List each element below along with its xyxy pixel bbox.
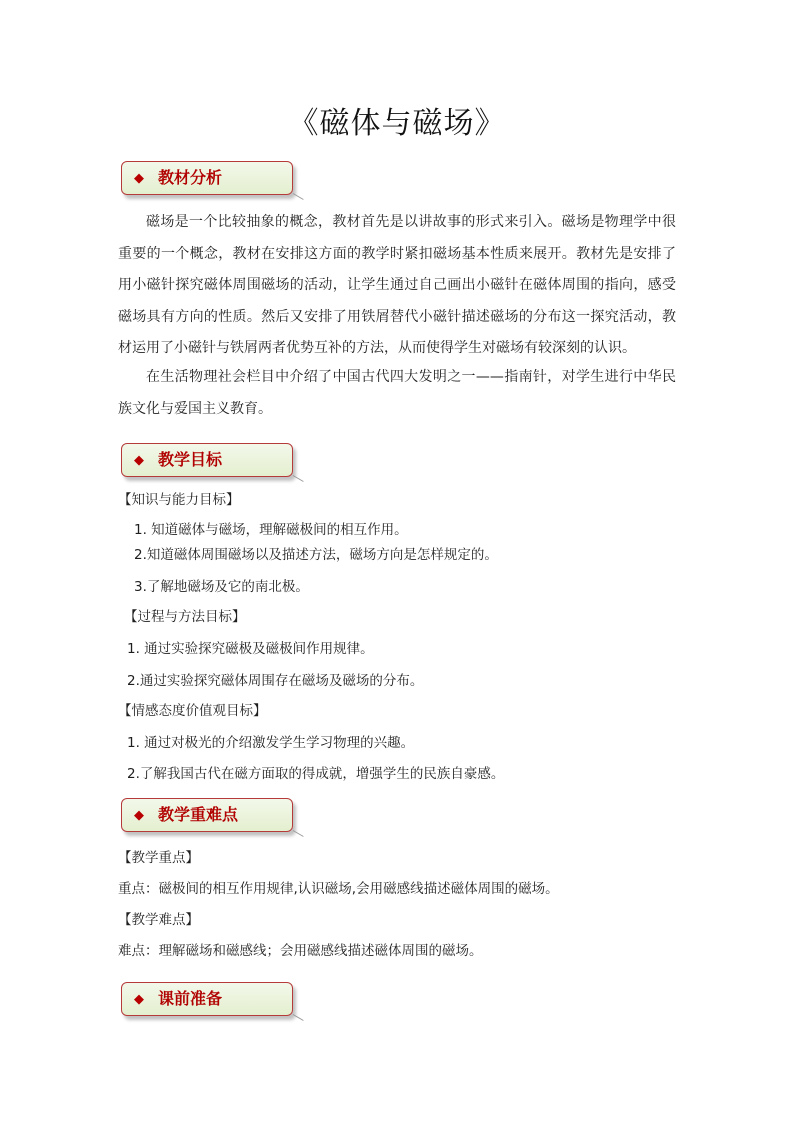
- analysis-paragraph-2: 在生活物理社会栏目中介绍了中国古代四大发明之一——指南针，对学生进行中华民族文化与爱国主义教育。: [118, 369, 676, 417]
- diamond-bullet-icon: ◆: [134, 992, 144, 1007]
- diamond-bullet-icon: ◆: [134, 453, 144, 468]
- process-goal-item: 1. 通过实验探究磁极及磁极间作用规律。: [127, 641, 374, 657]
- knowledge-goal-item: 2.知道磁体周围磁场以及描述方法，磁场方向是怎样规定的。: [134, 547, 498, 563]
- diamond-bullet-icon: ◆: [134, 808, 144, 823]
- section-callout-line: [293, 193, 304, 200]
- section-header-analysis: [121, 161, 293, 195]
- section-header-key: [121, 798, 293, 832]
- section-label: 教材分析: [158, 168, 223, 187]
- emotion-goals-heading: 【情感态度价值观目标】: [118, 703, 267, 719]
- section-header-prep: [121, 982, 293, 1016]
- focus-text: 重点：磁极间的相互作用规律,认识磁场,会用磁感线描述磁体周围的磁场。: [118, 881, 559, 897]
- section-callout-line: [293, 1014, 304, 1021]
- document-title: 《磁体与磁场》: [288, 106, 506, 141]
- section-label: 课前准备: [158, 989, 223, 1008]
- knowledge-goal-item: 1. 知道磁体与磁场，理解磁极间的相互作用。: [134, 522, 408, 538]
- focus-heading: 【教学重点】: [118, 850, 199, 866]
- analysis-paragraph-1: 磁场是一个比较抽象的概念，教材首先是以讲故事的形式来引入。磁场是物理学中很重要的一个概念，教材在安排这方面的教学时紧扣磁场基本性质来展开。教材先是安排了用小磁针探究磁体周围磁场的活动，让学生通过自己画出小磁针在磁体周围的指向，感受磁场具有方向的性质。然后又安排了用铁屑替代小磁针描述磁场的分布这一探究活动，教材运用了小磁针与铁屑两者优势互补的方法，从而使得学生对磁场有较深刻的认识。: [118, 214, 676, 357]
- knowledge-goal-item: 3.了解地磁场及它的南北极。: [134, 579, 309, 595]
- diamond-bullet-icon: ◆: [134, 171, 144, 186]
- difficulty-text: 难点：理解磁场和磁感线；会用磁感线描述磁体周围的磁场。: [118, 943, 483, 959]
- process-goals-heading: 【过程与方法目标】: [124, 609, 246, 625]
- process-goal-item: 2.通过实验探究磁体周围存在磁场及磁场的分布。: [127, 673, 424, 689]
- difficulty-heading: 【教学难点】: [118, 912, 199, 928]
- section-callout-line: [293, 830, 304, 837]
- section-header-goals: [121, 443, 293, 477]
- emotion-goal-item: 2.了解我国古代在磁方面取的得成就，增强学生的民族自豪感。: [127, 766, 505, 782]
- section-callout-line: [293, 475, 304, 482]
- emotion-goal-item: 1. 通过对极光的介绍激发学生学习物理的兴趣。: [127, 735, 415, 751]
- knowledge-goals-heading: 【知识与能力目标】: [118, 492, 240, 508]
- section-label: 教学目标: [158, 450, 223, 469]
- section-label: 教学重难点: [158, 805, 239, 824]
